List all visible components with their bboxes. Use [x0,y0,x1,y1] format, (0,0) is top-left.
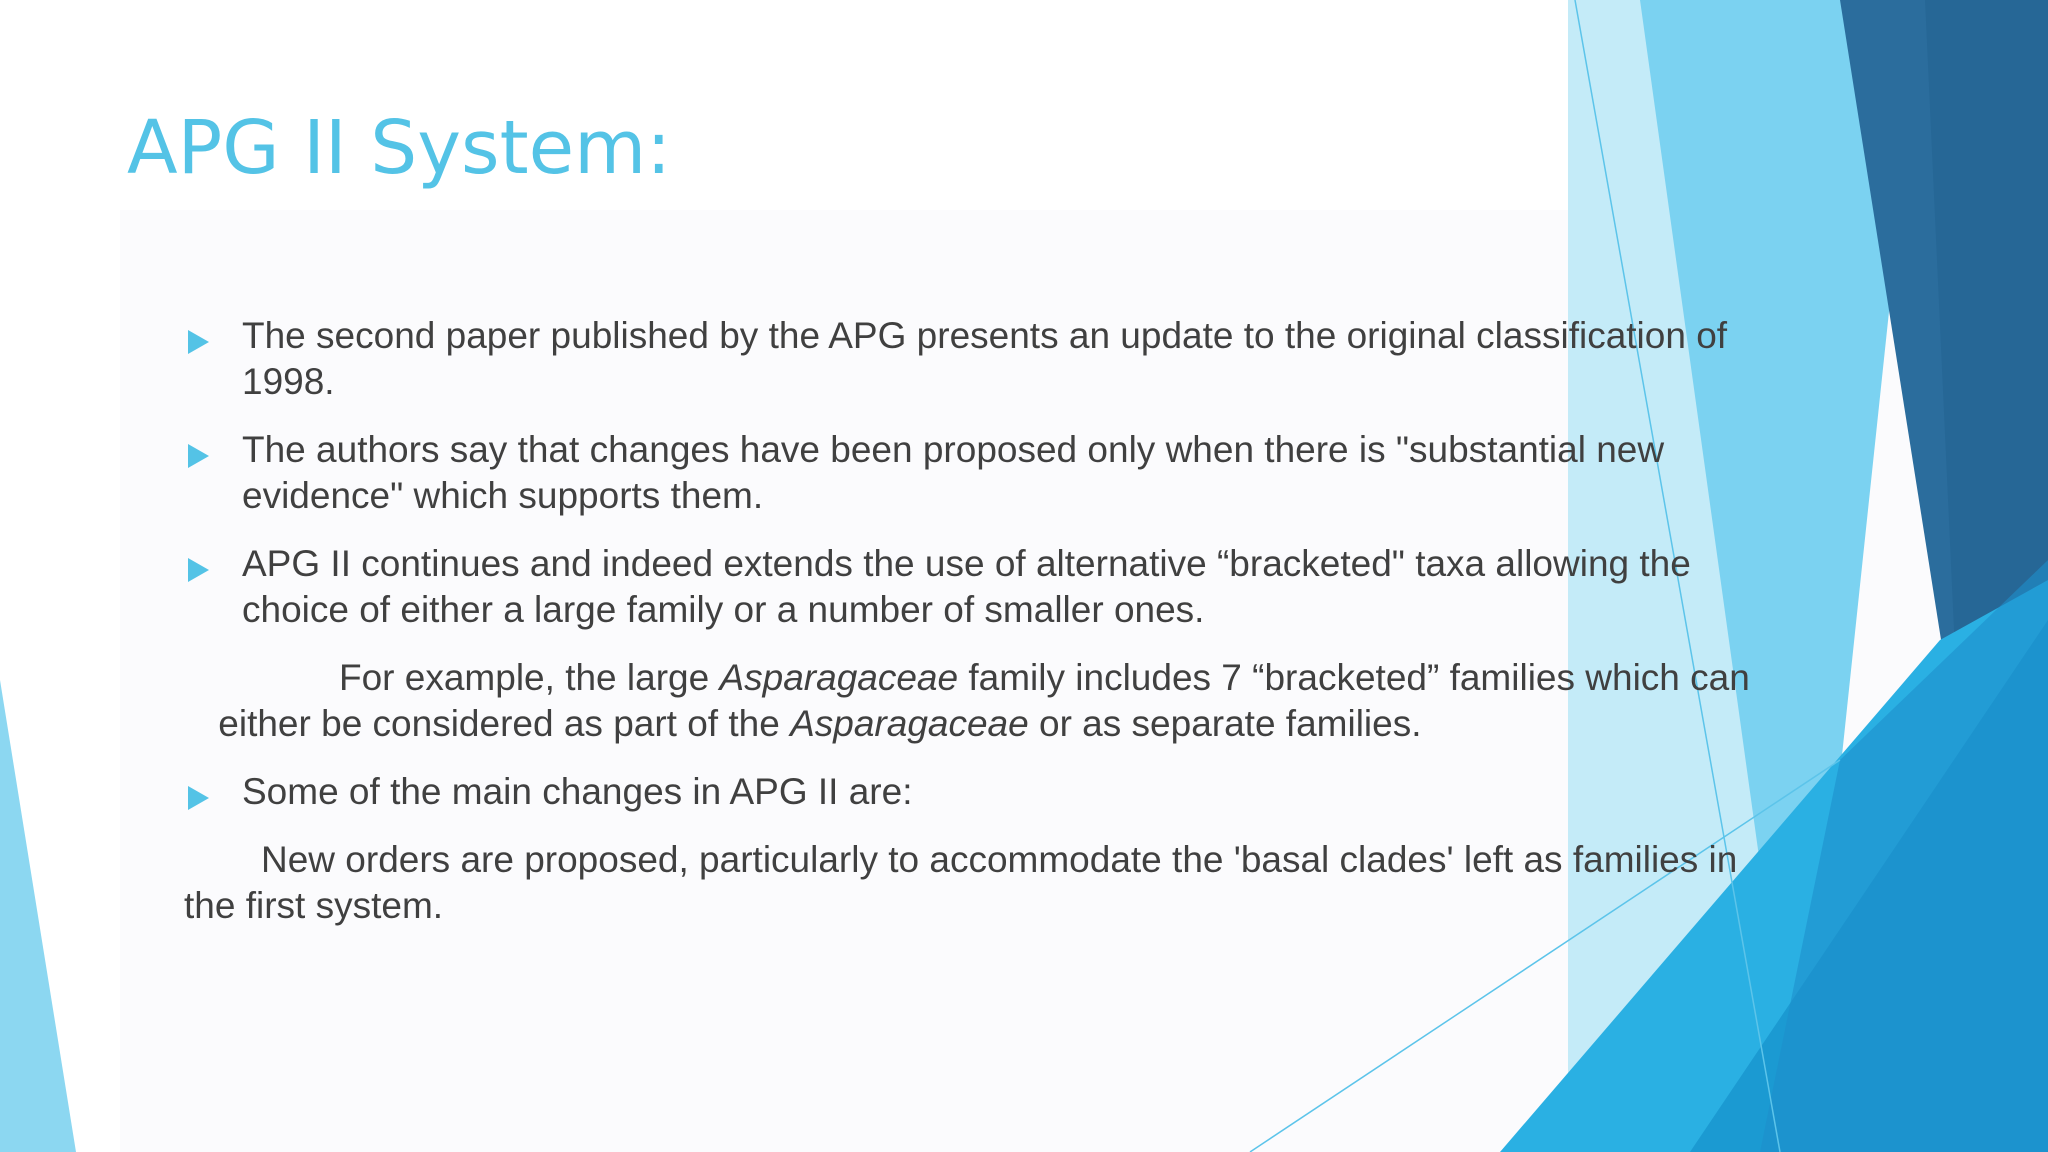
example-italic-asparagaceae: Asparagaceae [719,657,959,698]
bullet-text: Some of the main changes in APG II are: [242,771,913,812]
example-text-3: either be considered as part of the [218,703,791,744]
bullet-text: The authors say that changes have been proposed only when there is "substantial new evidence" which supports them. [242,429,1665,516]
bullet-item [184,769,1764,815]
triangle-bullet-icon [188,330,209,354]
bullet-text: APG II continues and indeed extends the use of alternative “bracketed" taxa allowing the choice of either a large family or a number of smaller ones. [242,543,1691,630]
example-italic-asparagaceae-2: Asparagaceae [790,703,1029,744]
left-corner-shape [0,680,76,1152]
example-text-1: For example, the large [339,657,720,698]
slide-body [184,313,1764,951]
triangle-bullet-icon [188,786,209,810]
bullet-item [184,541,1764,633]
example-text-4: or as separate families. [1028,703,1422,744]
triangle-bullet-icon [188,558,209,582]
new-orders-paragraph [184,837,1764,929]
example-paragraph [184,655,1764,747]
bullet-item [184,313,1764,405]
slide-title: APG II System: [127,105,672,191]
new-orders-text: New orders are proposed, particularly to accommodate the 'basal clades' left as families in the first system. [184,839,1738,926]
example-text-2: family includes 7 “bracketed” families which can [958,657,1750,698]
triangle-bullet-icon [188,444,209,468]
bullet-text: The second paper published by the APG presents an update to the original classification of 1998. [242,315,1728,402]
bullet-item [184,427,1764,519]
